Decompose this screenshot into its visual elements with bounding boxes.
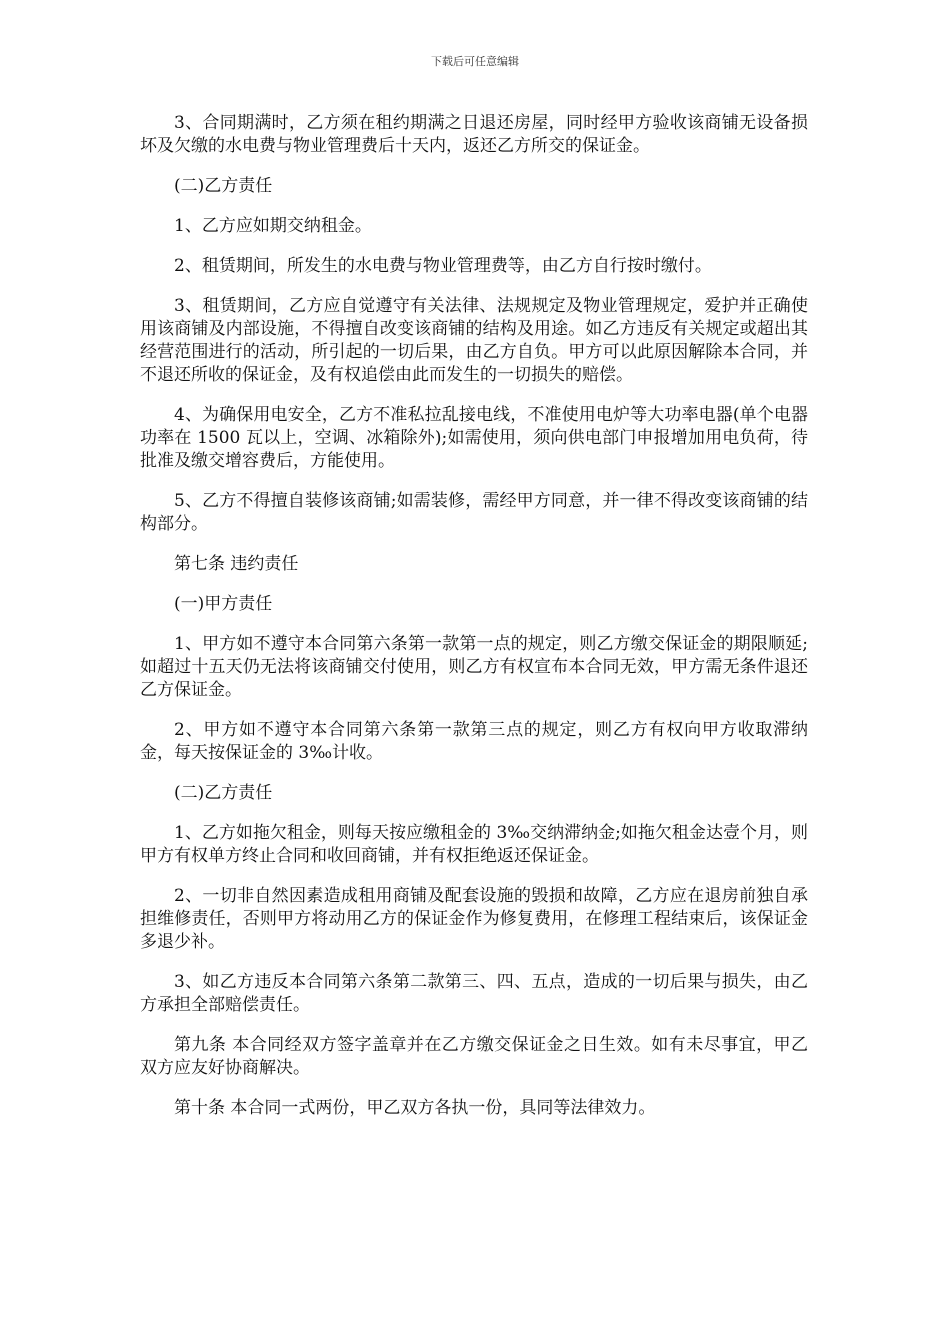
paragraph-party-b-breach-1: 1、乙方如拖欠租金，则每天按应缴租金的 3‰交纳滞纳金;如拖欠租金达壹个月，则甲方有权单方终止合同和收回商铺，并有权拒绝返还保证金。	[140, 823, 808, 866]
paragraph-utility-fees: 2、租赁期间，所发生的水电费与物业管理费等，由乙方自行按时缴付。	[174, 256, 712, 276]
page-header: 下载后可任意编辑	[431, 55, 519, 68]
section-heading-party-b-breach: (二)乙方责任	[174, 783, 273, 803]
article-nine-effective: 第九条 本合同经双方签字盖章并在乙方缴交保证金之日生效。如有未尽事宜，甲乙双方应友好协商解决。	[140, 1035, 808, 1078]
paragraph-renovation: 5、乙方不得擅自装修该商铺;如需装修，需经甲方同意，并一律不得改变该商铺的结构部分。	[140, 491, 808, 534]
paragraph-pay-rent: 1、乙方应如期交纳租金。	[174, 216, 372, 236]
paragraph-electrical-safety: 4、为确保用电安全，乙方不准私拉乱接电线，不准使用电炉等大功率电器(单个电器功率在 1500 瓦以上，空调、冰箱除外);如需使用，须向供电部门申报增加用电负荷，待批准及缴交增容费后，方能使用。	[140, 405, 808, 471]
article-ten-copies: 第十条 本合同一式两份，甲乙双方各执一份，具同等法律效力。	[174, 1098, 656, 1118]
paragraph-party-a-breach-2: 2、甲方如不遵守本合同第六条第一款第三点的规定，则乙方有权向甲方收取滞纳金，每天按保证金的 3‰计收。	[140, 720, 808, 763]
paragraph-return-deposit: 3、合同期满时，乙方须在租约期满之日退还房屋，同时经甲方验收该商铺无设备损坏及欠缴的水电费与物业管理费后十天内，返还乙方所交的保证金。	[140, 113, 808, 156]
section-heading-party-b-duties: (二)乙方责任	[174, 176, 273, 196]
article-heading-breach: 第七条 违约责任	[174, 554, 299, 574]
paragraph-party-a-breach-1: 1、甲方如不遵守本合同第六条第一款第一点的规定，则乙方缴交保证金的期限顺延;如超过十五天仍无法将该商铺交付使用，则乙方有权宣布本合同无效，甲方需无条件退还乙方保证金。	[140, 634, 808, 700]
paragraph-party-b-breach-2: 2、一切非自然因素造成租用商铺及配套设施的毁损和故障，乙方应在退房前独自承担维修责任，否则甲方将动用乙方的保证金作为修复费用，在修理工程结束后，该保证金多退少补。	[140, 886, 808, 952]
paragraph-party-b-breach-3: 3、如乙方违反本合同第六条第二款第三、四、五点，造成的一切后果与损失，由乙方承担全部赔偿责任。	[140, 972, 808, 1015]
paragraph-comply-regulations: 3、租赁期间，乙方应自觉遵守有关法律、法规规定及物业管理规定，爱护并正确使用该商铺及内部设施，不得擅自改变该商铺的结构及用途。如乙方违反有关规定或超出其经营范围进行的活动，所引起的一切后果，由乙方自负。甲方可以此原因解除本合同，并不退还所收的保证金，及有权追偿由此而发生的一切损失的赔偿。	[140, 296, 808, 385]
section-heading-party-a-duties: (一)甲方责任	[174, 594, 273, 614]
document-body	[140, 112, 808, 1137]
